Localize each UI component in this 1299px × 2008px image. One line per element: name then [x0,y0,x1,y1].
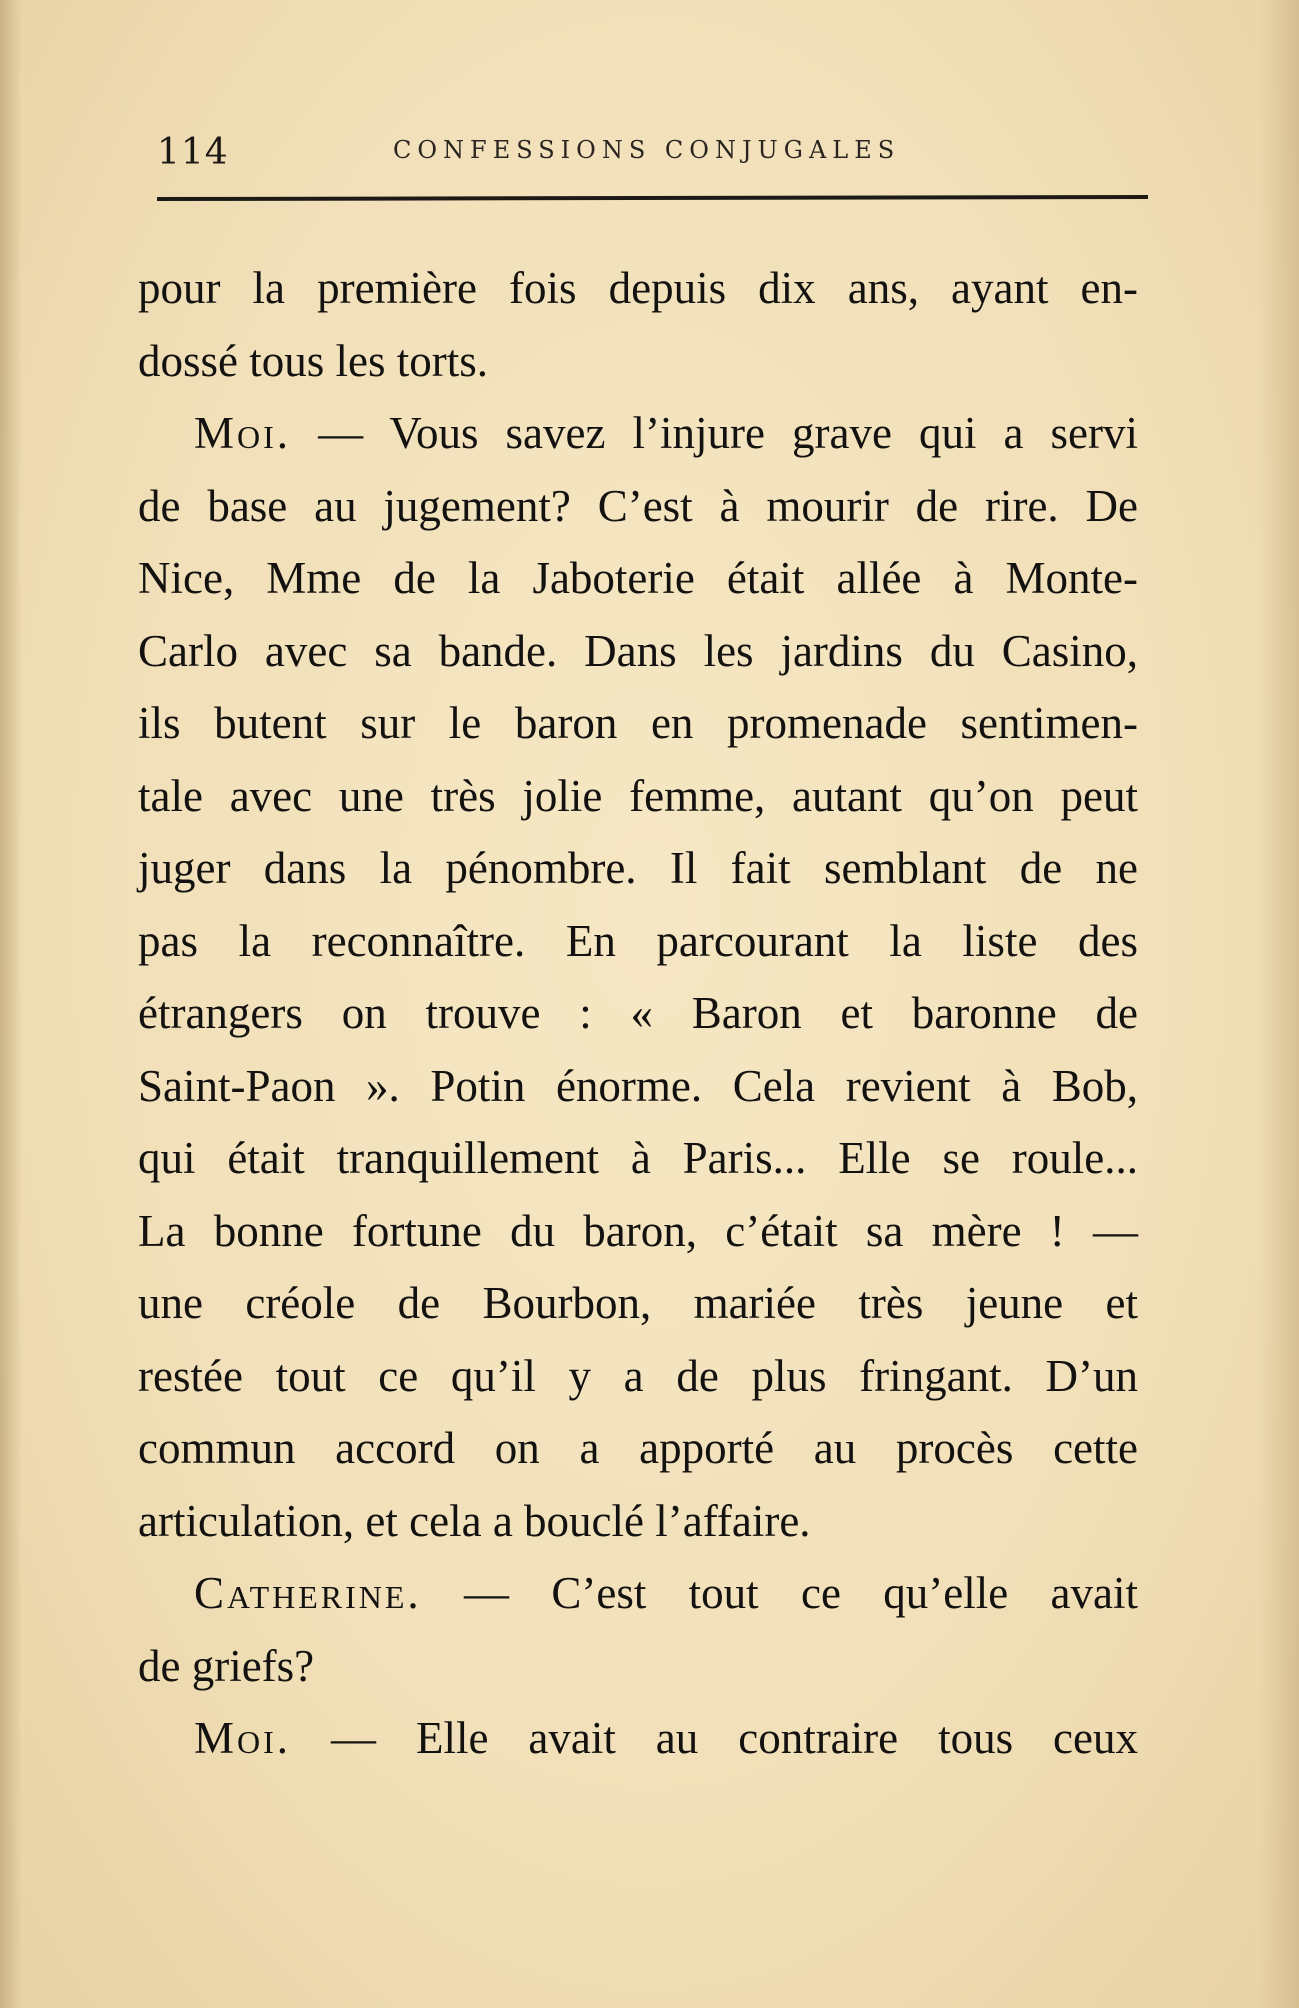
text-line: ils butent sur le baron en promenade sentimen- [138,698,1138,748]
body-text [138,252,1138,1775]
text-line: Catherine. — C’est tout ce qu’elle avait [194,1568,1138,1618]
text-line: une créole de Bourbon, mariée très jeune et [138,1278,1138,1328]
text-line: pour la première fois depuis dix ans, ayant en- [138,263,1138,313]
text-line: Moi. — Elle avait au contraire tous ceux [194,1713,1138,1763]
text-line: La bonne fortune du baron, c’était sa mère ! — [138,1205,1138,1256]
text-line: étrangers on trouve : « Baron et baronne de [138,988,1138,1038]
speaker-name: Catherine. [194,1568,422,1618]
speaker-name: Moi. [194,1713,292,1763]
text-line: restée tout ce qu’il y a de plus fringant. D’un [138,1350,1138,1401]
text-line: commun accord on a apporté au procès cette [138,1423,1138,1473]
text-line: tale avec une très jolie femme, autant qu’on peut [138,770,1138,821]
running-title: CONFESSIONS CONJUGALES [393,136,901,164]
text-line: Nice, Mme de la Jaboterie était allée à Monte- [138,553,1138,603]
page-number: 114 [157,132,229,173]
page-header [157,120,1147,180]
text-line: Carlo avec sa bande. Dans les jardins du Casino, [138,625,1138,676]
text-line: qui était tranquillement à Paris... Elle se roule... [138,1133,1138,1183]
text-line: Saint-Paon ». Potin énorme. Cela revient à Bob, [138,1060,1138,1111]
text-line: dossé tous les torts. [138,335,489,386]
text-line: de base au jugement? C’est à mourir de rire. De [138,480,1138,531]
text-line: articulation, et cela a bouclé l’affaire. [138,1495,811,1546]
header-rule [157,195,1148,201]
text-line: pas la reconnaître. En parcourant la liste des [138,915,1138,966]
text-line: de griefs? [138,1640,315,1691]
text-line: Moi. — Vous savez l’injure grave qui a servi [194,408,1138,458]
text-line: juger dans la pénombre. Il fait semblant de ne [138,843,1138,893]
speaker-name: Moi. [194,408,292,458]
